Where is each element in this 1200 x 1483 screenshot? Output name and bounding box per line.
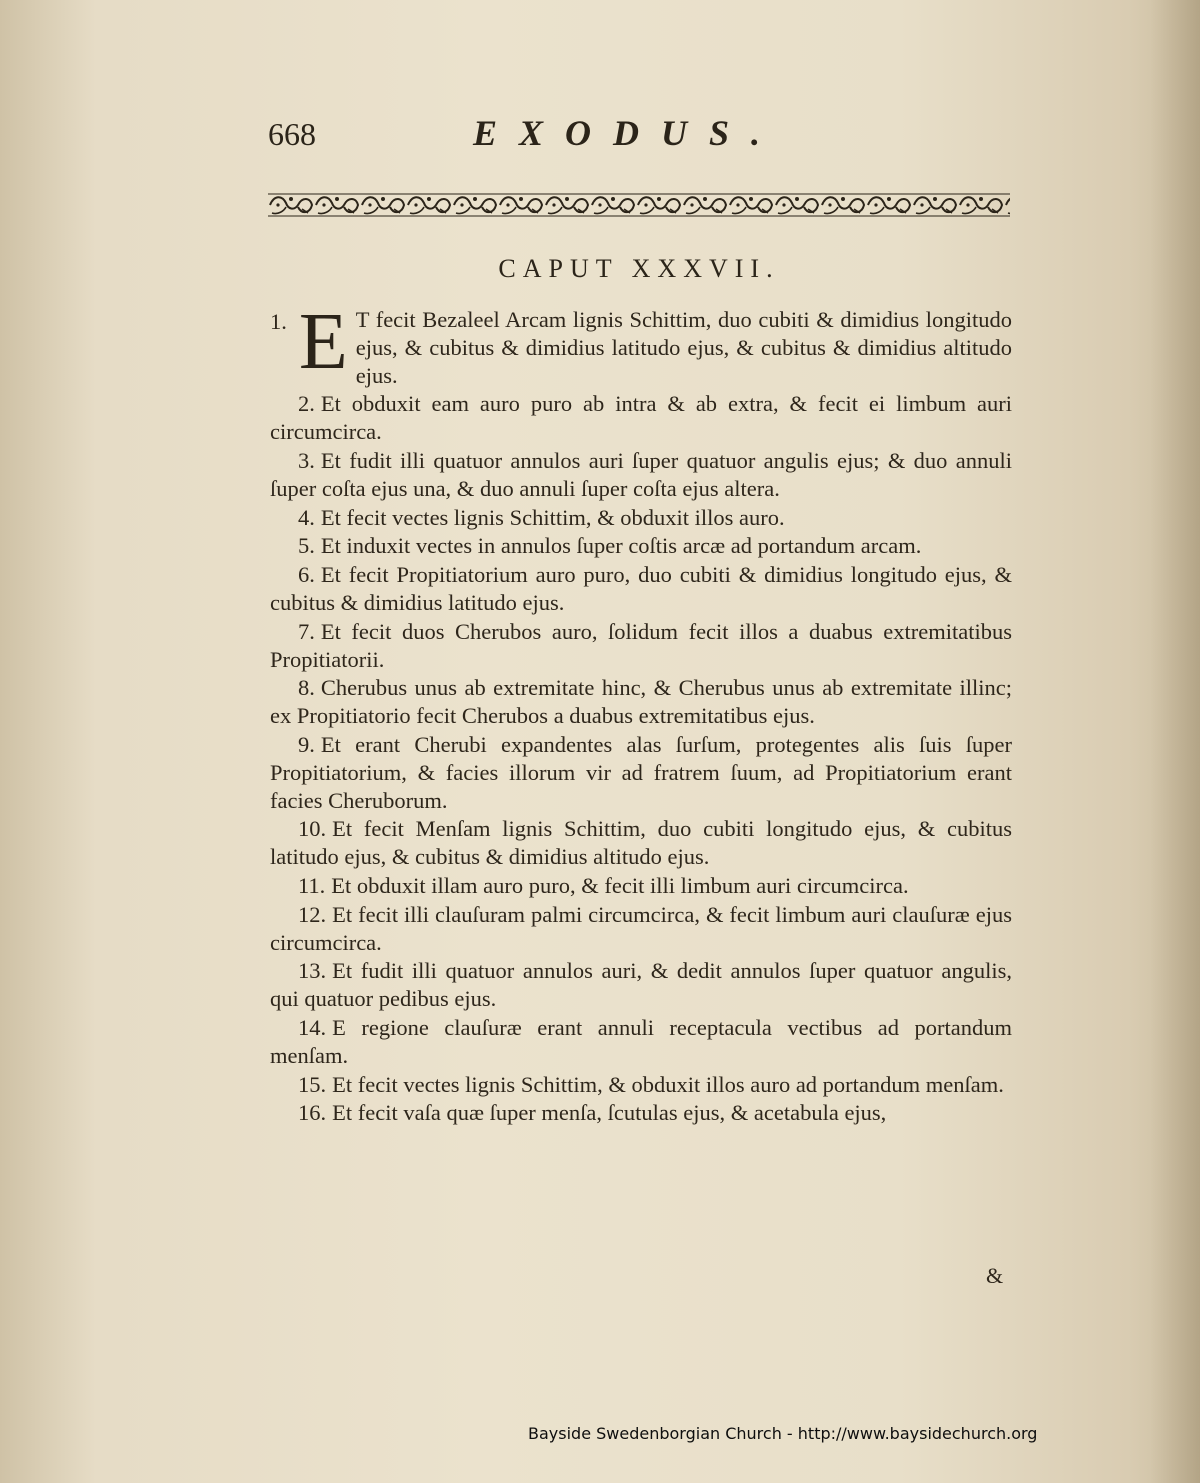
verse-body: Et fecit vaſa quæ ſuper menſa, ſcutulas ejus, & acetabula ejus, [332,1100,887,1126]
verse-number: 14. [298,1014,327,1040]
verse-number: 1. [270,309,287,334]
verse-number: 6. [298,562,315,588]
page-number: 668 [268,116,316,152]
page-header [268,112,1028,160]
verse-body: Et induxit vectes in annulos ſuper coſtis arcæ ad portandum arcam. [320,533,922,559]
verse-number: 12. [298,901,327,927]
verse-12 [270,901,1012,957]
verse-number: 4. [298,504,315,530]
verse-body: Et fudit illi quatuor annulos auri, & dedit annulos ſuper quatuor angulis, qui quatuor pedibus ejus. [270,958,1012,1012]
verse-number: 13. [298,958,327,984]
verse-number: 7. [298,618,315,644]
verse-4 [270,504,1012,532]
decorative-ornament-band [268,193,1010,217]
verse-body: Et fudit illi quatuor annulos auri ſuper quatuor angulis ejus; & duo annuli ſuper coſta ejus una, & duo annuli ſuper coſta ejus altera. [270,447,1012,501]
verse-11 [270,872,1012,900]
verse-body: Et fecit duos Cherubos auro, ſolidum fecit illos a duabus extremitatibus Propitiatorii. [270,618,1012,672]
catchword: & [986,1263,1004,1288]
verse-2 [270,390,1012,446]
verse-body: E regione clauſuræ erant annuli receptacula vectibus ad portandum menſam. [270,1014,1012,1068]
verse-13 [270,957,1012,1013]
verse-16 [270,1099,1012,1127]
verse-body: Et obduxit illam auro puro, & fecit illi limbum auri circumcirca. [331,872,909,898]
page-edge-shadow [1150,0,1200,1483]
verse-body: Cherubus unus ab extremitate hinc, & Cherubus unus ab extremitate illinc; ex Propitiatorio fecit Cherubos a duabus extremitatibus ejus. [270,675,1012,729]
verse-1 [270,298,1012,389]
verse-9 [270,731,1012,814]
verse-6 [270,561,1012,617]
verse-body: Et fecit Propitiatorium auro puro, duo cubiti & dimidius longitudo ejus, & cubitus & dimidius latitudo ejus. [270,562,1012,615]
running-title: EXODUS. [473,113,783,153]
verse-body: Et obduxit eam auro puro ab intra & ab extra, & fecit ei limbum auri circumcirca. [270,391,1012,445]
verse-number: 16. [298,1100,327,1126]
verse-number: 15. [298,1071,327,1097]
drop-cap-letter: E [298,298,348,386]
verse-body: Et fecit illi clauſuram palmi circumcirca, & fecit limbum auri clauſuræ ejus circumcirca. [270,901,1012,955]
chapter-title: CAPUT XXXVII. [498,254,780,283]
verse-body: Et fecit Menſam lignis Schittim, duo cubiti longitudo ejus, & cubitus latitudo ejus, & cubitus & dimidius altitudo ejus. [270,816,1012,870]
verse-3 [270,447,1012,503]
verse-5 [270,532,1012,560]
verse-15 [270,1071,1012,1099]
verse-8 [270,674,1012,730]
verse-14 [270,1014,1012,1070]
site-watermark: Bayside Swedenborgian Church - http://www.baysidechurch.org [528,1424,1038,1443]
verse-body: Et fecit vectes lignis Schittim, & obduxit illos auro. [320,504,785,530]
verse-number: 8. [298,675,315,701]
verse-number: 3. [298,447,315,473]
verse-7 [270,618,1012,674]
verse-number: 2. [298,391,315,417]
verse-text-block [270,298,1012,1128]
verse-number: 10. [298,816,327,842]
verse-list [270,390,1012,1127]
verse-number: 11. [298,872,326,898]
verse-number: 5. [298,533,315,559]
verse-body: Et erant Cherubi expandentes alas ſurſum, protegentes alis ſuis ſuper Propitiatorium, & facies illorum vir ad fratrem ſuum, ad Propitiatorium erant facies Cheruborum. [270,731,1012,813]
verse-10 [270,815,1012,871]
verse-body: Et fecit vectes lignis Schittim, & obduxit illos auro ad portandum menſam. [332,1071,1004,1097]
verse-number: 9. [298,731,315,757]
verse-body: T fecit Bezaleel Arcam lignis Schittim, duo cubiti & dimidius longitudo ejus, & cubitus & dimidius latitudo ejus, & cubitus & dimidius altitudo ejus. [355,307,1012,388]
